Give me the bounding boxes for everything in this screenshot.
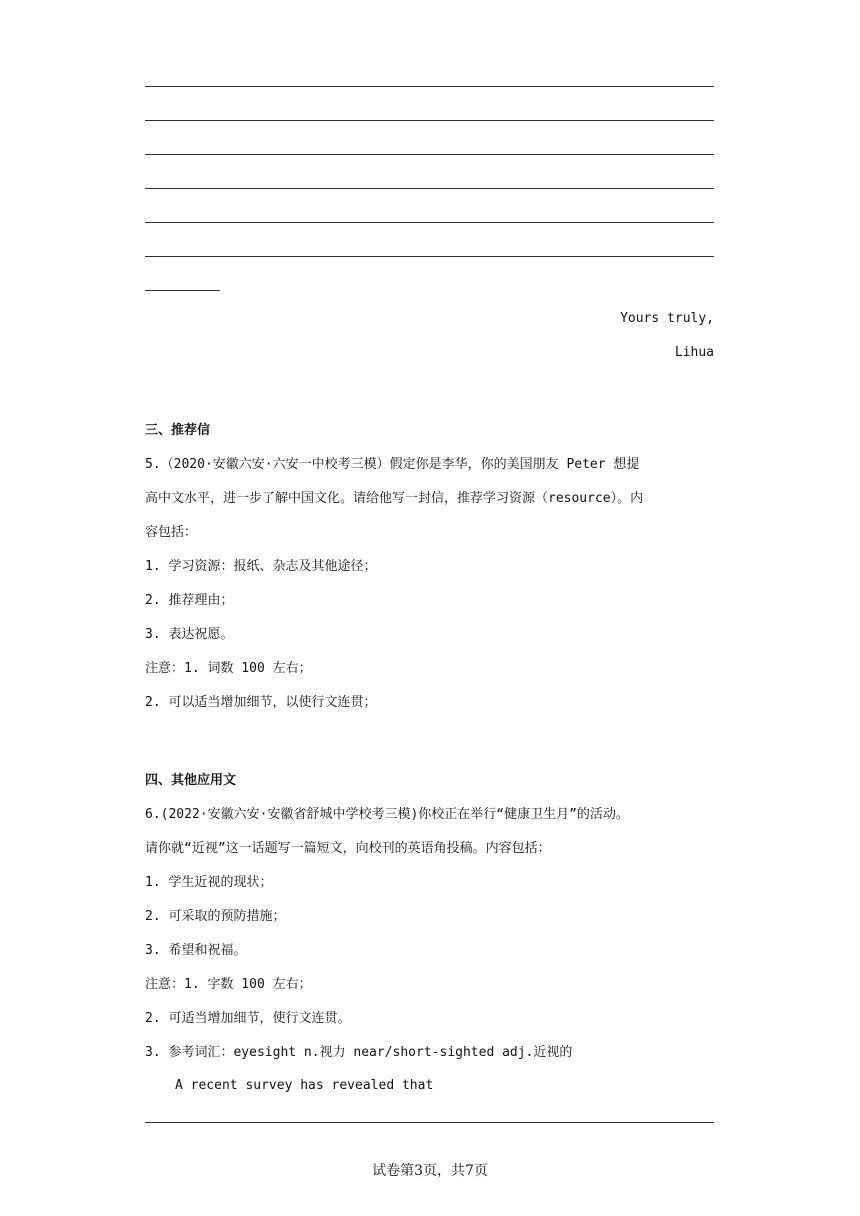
writing-line	[145, 256, 714, 257]
question-6-point: 3. 希望和祝福。	[145, 943, 247, 958]
question-5-point: 2. 推荐理由；	[145, 593, 234, 608]
writing-line	[145, 1122, 714, 1123]
writing-line	[145, 154, 714, 155]
question-6-note: 3. 参考词汇：eyesight n.视力 near/short-sighted adj.近视的	[145, 1045, 573, 1060]
writing-line	[145, 86, 714, 87]
section-heading-other-writing: 四、其他应用文	[145, 773, 237, 788]
letter-sign-off: Yours truly,	[620, 311, 714, 326]
question-5-line: 高中文水平，进一步了解中国文化。请给他写一封信，推荐学习资源（resource）。内	[145, 491, 644, 506]
writing-line	[145, 120, 714, 121]
question-6-line: 请你就“近视”这一话题写一篇短文，向校刊的英语角投稿。内容包括：	[145, 841, 551, 856]
question-5-line: 容包括：	[145, 525, 198, 540]
question-5-line: 5.（2020·安徽六安·六安一中校考三模）假定你是李华，你的美国朋友 Peter 想提	[145, 457, 640, 472]
question-5-point: 3. 表达祝愿。	[145, 627, 234, 642]
question-6-note: 注意：1. 字数 100 左右；	[145, 977, 312, 992]
letter-signature: Lihua	[674, 345, 714, 360]
question-6-line: 6.(2022·安徽六安·安徽省舒城中学校考三模)你校正在举行“健康卫生月”的活动。	[145, 807, 629, 822]
question-5-point: 1. 学习资源：报纸、杂志及其他途径；	[145, 559, 377, 574]
question-6-note: 2. 可适当增加细节，使行文连贯。	[145, 1011, 351, 1026]
question-6-point: 2. 可采取的预防措施；	[145, 909, 286, 924]
writing-line-short	[145, 290, 220, 291]
page-footer: 试卷第3页，共7页	[372, 1163, 488, 1179]
writing-line	[145, 188, 714, 189]
question-6-point: 1. 学生近视的现状；	[145, 875, 273, 890]
question-5-note: 注意：1. 词数 100 左右；	[145, 661, 312, 676]
question-5-note: 2. 可以适当增加细节，以使行文连贯；	[145, 695, 377, 710]
section-heading-recommendation: 三、推荐信	[145, 423, 211, 438]
essay-starter: A recent survey has revealed that	[175, 1078, 434, 1093]
writing-line	[145, 222, 714, 223]
